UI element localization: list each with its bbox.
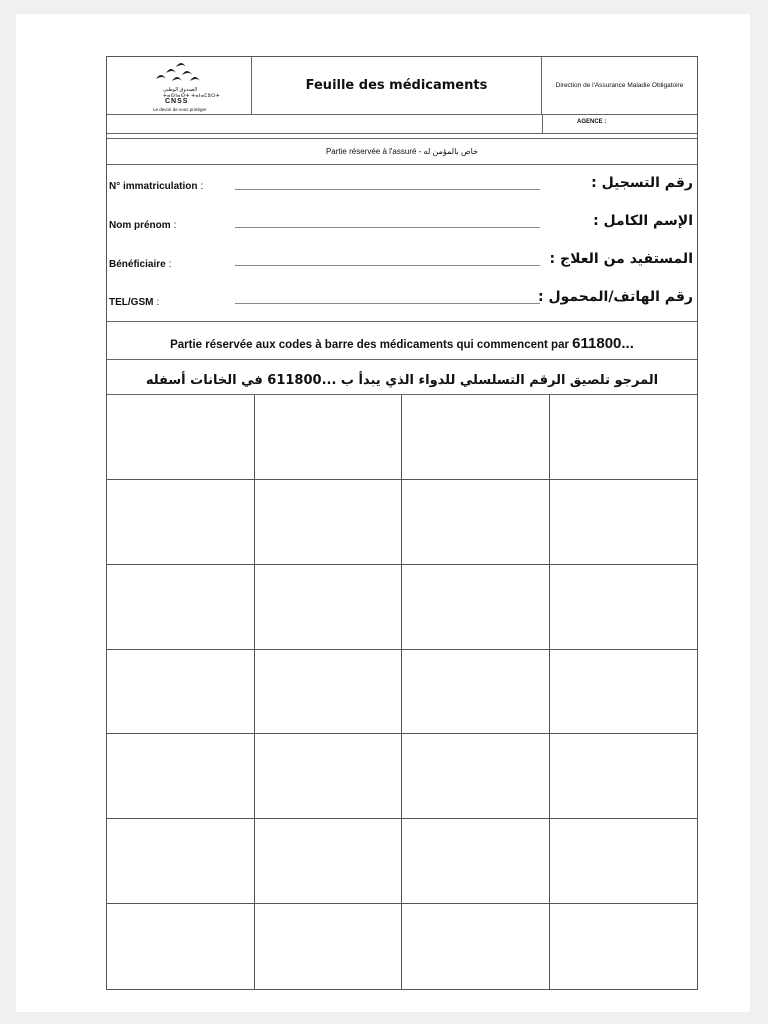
barcode-sticker-box[interactable] (107, 819, 255, 904)
barcode-sticker-box[interactable] (402, 480, 550, 565)
barcode-sticker-box[interactable] (402, 565, 550, 650)
barcode-sticker-box[interactable] (550, 565, 698, 650)
field-label-beneficiaire: Bénéficiaire : (109, 259, 172, 270)
barcode-sticker-box[interactable] (550, 480, 698, 565)
barcode-grid (107, 395, 697, 989)
barcode-sticker-box[interactable] (402, 904, 550, 989)
direction-cell (542, 57, 697, 114)
agence-divider (542, 115, 543, 133)
field-label-ar-tel-gsm: رقم الهاتف/المحمول : (538, 289, 693, 305)
barcode-sticker-box[interactable] (255, 565, 403, 650)
barcode-sticker-box[interactable] (402, 650, 550, 735)
barcode-code: 611800... (572, 335, 634, 352)
field-label-immatriculation: N° immatriculation : (109, 181, 204, 192)
barcode-sticker-box[interactable] (550, 734, 698, 819)
barcode-title-fr-text: Partie réservée aux codes à barre des médicaments qui commencent par (170, 339, 569, 351)
field-label-ar-immatriculation: رقم التسجيل : (591, 175, 693, 191)
barcode-sticker-box[interactable] (255, 480, 403, 565)
barcode-sticker-box[interactable] (107, 734, 255, 819)
insured-section-title: Partie réservée à l'assuré - خاص بالمؤمن له (325, 147, 479, 156)
logo-arabic-text: الصندوق الوطني (163, 87, 198, 93)
field-label-ar-beneficiaire: المستفيد من العلاج : (549, 251, 693, 267)
logo-acronym: CNSS (165, 98, 189, 105)
field-label-ar-nom-prenom: الإسم الكامل : (593, 213, 693, 229)
barcode-title-fr (107, 335, 697, 352)
barcode-sticker-box[interactable] (255, 819, 403, 904)
field-line-tel-gsm[interactable] (235, 303, 540, 304)
field-line-beneficiaire[interactable] (235, 265, 540, 266)
header-row (107, 57, 697, 115)
logo-tagline: Le devoir de vous protéger (153, 107, 207, 112)
barcode-sticker-box[interactable] (402, 819, 550, 904)
direction-text: Direction de l'Assurance Maladie Obligatoire (555, 82, 684, 89)
barcode-sticker-box[interactable] (550, 904, 698, 989)
field-label-text: TEL/GSM (109, 297, 154, 308)
barcode-sticker-box[interactable] (402, 734, 550, 819)
field-label-text: Nom prénom (109, 220, 171, 231)
barcode-sticker-box[interactable] (550, 650, 698, 735)
barcode-sticker-box[interactable] (107, 395, 255, 480)
field-label-text: N° immatriculation (109, 181, 198, 192)
agence-row (107, 115, 697, 134)
title-cell (252, 57, 542, 114)
barcode-sticker-box[interactable] (255, 395, 403, 480)
barcode-sticker-box[interactable] (402, 395, 550, 480)
barcode-sticker-box[interactable] (550, 819, 698, 904)
field-label-tel-gsm: TEL/GSM : (109, 297, 160, 308)
field-line-immatriculation[interactable] (235, 189, 540, 190)
barcode-sticker-box[interactable] (107, 480, 255, 565)
page-title: Feuille des médicaments (305, 78, 488, 93)
barcode-sticker-box[interactable] (255, 650, 403, 735)
fields-block (107, 165, 697, 322)
barcode-sticker-box[interactable] (550, 395, 698, 480)
barcode-sticker-box[interactable] (107, 650, 255, 735)
logo-cell (107, 57, 252, 114)
paper-sheet (16, 14, 750, 1012)
insured-section-row (107, 139, 697, 165)
medication-form (106, 56, 698, 990)
logo-tifinagh-text: ⵜⴰⵙⵏⴰⵙⵜ ⵜⴰⵏⴰⵎⵓⵔⵜ (163, 93, 221, 99)
field-line-nom-prenom[interactable] (235, 227, 540, 228)
barcode-sticker-box[interactable] (107, 904, 255, 989)
field-label-text: Bénéficiaire (109, 259, 166, 270)
field-label-nom-prenom: Nom prénom : (109, 220, 177, 231)
barcode-sticker-box[interactable] (255, 734, 403, 819)
barcode-sticker-box[interactable] (107, 565, 255, 650)
barcode-sticker-box[interactable] (255, 904, 403, 989)
barcode-title-ar: المرجو تلصيق الرقم التسلسلي للدواء الذي يبدأ ب ...611800 في الخانات أسفله (145, 373, 659, 388)
agence-label: AGENCE : (577, 119, 607, 125)
cnss-logo-icon (152, 59, 204, 87)
